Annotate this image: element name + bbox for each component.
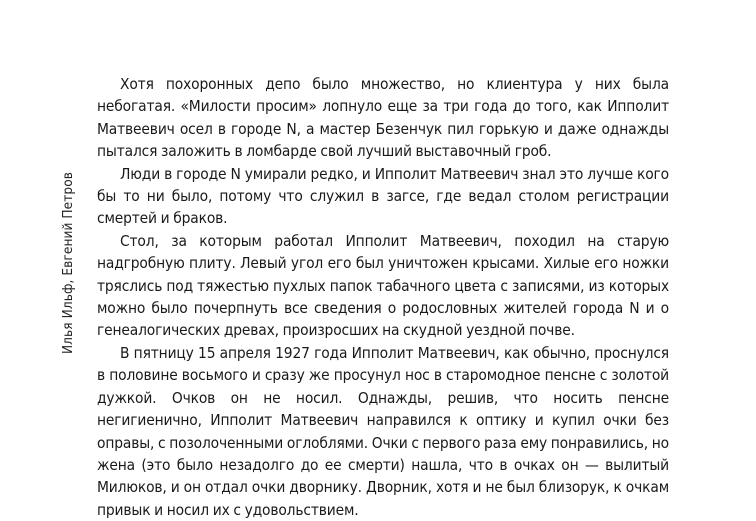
body-text <box>97 73 669 521</box>
paragraph-3: Стол, за которым работал Ипполит Матвеевич, походил на старую надгробную плиту. Левый угол его был уничтожен крысами. Хилые его ножки тряслись под тяжестью пухлых папок табачного цвета с записями, из которых можно было почерпнуть все сведения о родословных жителей города N и о генеалогических древах, произросших на скудной уездной почве. <box>97 231 669 340</box>
paragraph-1: Хотя похоронных депо было множество, но клиентура у них была небогатая. «Милости просим» лопнуло еще за три года до того, как Ипполит Матвеевич осел в городе N, а мастер Безенчук пил горькую и даже однажды пытался заложить в ломбарде свой лучший выставочный гроб. <box>97 75 669 161</box>
paragraph-2: Люди в городе N умирали редко, и Ипполит Матвеевич знал это лучше кого бы то ни было, потому что служил в загсе, где ведал столом регистрации смертей и браков. <box>97 164 669 228</box>
paragraph-4: В пятницу 15 апреля 1927 года Ипполит Матвеевич, как обычно, проснулся в половине восьмого и сразу же просунул нос в старомодное пенсне с золотой дужкой. Очков он не носил. Однажды, решив, что носить пенсне негигиенично, Ипполит Матвеевич направился к оптику и купил очки без оправы, с позолоченными оглоблями. Очки с первого раза ему понравились, но жена (это было незадолго до ее смерти) нашла, что в очках он — вылитый Милюков, и он отдал очки дворнику. Дворник, хотя и не был близорук, к очкам привык и носил их с удовольствием. <box>97 343 669 519</box>
author-sidebar-label: Илья Ильф, Евгений Петров <box>60 171 76 355</box>
